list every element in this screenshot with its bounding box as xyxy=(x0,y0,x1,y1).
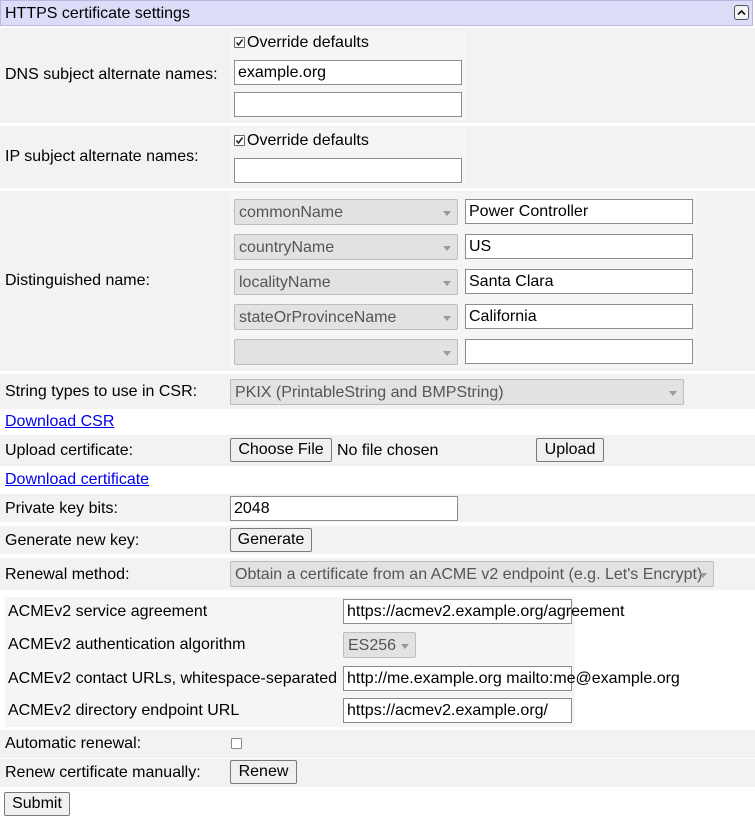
dn-attribute-select[interactable] xyxy=(234,269,458,295)
choose-file-button[interactable]: Choose File xyxy=(230,438,332,462)
dns-override-checkbox[interactable] xyxy=(234,37,245,48)
dn-value-field[interactable]: Santa Clara xyxy=(465,269,693,294)
acme-agreement-label: ACMEv2 service agreement xyxy=(8,603,208,620)
dn-value-field[interactable]: California xyxy=(465,304,693,329)
ip-override-label: Override defaults xyxy=(247,132,369,149)
dn-value-field[interactable]: Power Controller xyxy=(465,199,693,224)
key-bits-label: Private key bits: xyxy=(5,500,118,517)
download-csr-link[interactable]: Download CSR xyxy=(5,413,115,430)
dropdown-arrow-icon xyxy=(699,573,707,578)
dn-attribute-select[interactable] xyxy=(234,304,458,330)
generate-button[interactable]: Generate xyxy=(230,528,312,552)
acme-agreement-field[interactable]: https://acmev2.example.org/agreement xyxy=(343,599,572,624)
dropdown-arrow-icon xyxy=(443,351,451,356)
upload-label: Upload certificate: xyxy=(5,442,134,459)
upload-button[interactable]: Upload xyxy=(536,438,604,462)
ip-entry-field[interactable] xyxy=(234,158,462,183)
dn-value-field[interactable]: US xyxy=(465,234,693,259)
dropdown-arrow-icon xyxy=(443,316,451,321)
auto-renewal-checkbox[interactable] xyxy=(231,738,242,749)
string-types-select[interactable] xyxy=(230,379,684,405)
dropdown-arrow-icon xyxy=(443,246,451,251)
dn-value-field[interactable] xyxy=(465,339,693,364)
key-bits-field[interactable]: 2048 xyxy=(230,496,458,521)
generate-label: Generate new key: xyxy=(5,532,140,549)
dn-label: Distinguished name: xyxy=(5,272,150,289)
auto-renewal-label: Automatic renewal: xyxy=(5,735,142,752)
renewal-method-select[interactable] xyxy=(230,561,714,587)
dns-label: DNS subject alternate names: xyxy=(5,66,218,83)
renewal-label: Renewal method: xyxy=(5,566,130,583)
dn-attribute-select[interactable] xyxy=(234,234,458,260)
dropdown-arrow-icon xyxy=(443,281,451,286)
dn-attribute-select[interactable] xyxy=(234,199,458,225)
dn-attribute-value: countryName xyxy=(239,239,335,256)
dns-entry-field[interactable] xyxy=(234,92,462,117)
dropdown-arrow-icon xyxy=(401,644,409,649)
ip-override-checkbox[interactable] xyxy=(234,135,245,146)
chevron-up-icon[interactable] xyxy=(734,5,749,20)
renew-label: Renew certificate manually: xyxy=(5,764,201,781)
dns-override-label: Override defaults xyxy=(247,34,369,51)
acme-directory-field[interactable]: https://acmev2.example.org/ xyxy=(343,698,572,723)
dn-attribute-value: stateOrProvinceName xyxy=(239,309,397,326)
section-title: HTTPS certificate settings xyxy=(5,5,190,22)
download-certificate-link[interactable]: Download certificate xyxy=(5,471,150,488)
dns-entry-field[interactable]: example.org xyxy=(234,60,462,85)
ip-label: IP subject alternate names: xyxy=(5,148,199,165)
string-types-label: String types to use in CSR: xyxy=(5,383,198,400)
string-types-value: PKIX (PrintableString and BMPString) xyxy=(235,384,504,401)
acme-contact-label: ACMEv2 contact URLs, whitespace-separated xyxy=(8,670,338,687)
submit-button[interactable]: Submit xyxy=(4,792,70,816)
file-status-text: No file chosen xyxy=(337,442,439,459)
acme-contact-field[interactable]: http://me.example.org mailto:me@example.org xyxy=(343,666,572,691)
dn-attribute-value: localityName xyxy=(239,274,331,291)
dn-attribute-select[interactable] xyxy=(234,339,458,365)
dropdown-arrow-icon xyxy=(669,391,677,396)
dropdown-arrow-icon xyxy=(443,211,451,216)
renew-button[interactable]: Renew xyxy=(230,760,297,784)
section-header xyxy=(0,0,753,26)
renewal-method-value: Obtain a certificate from an ACME v2 endpoint (e.g. Let's Encrypt) xyxy=(235,566,703,583)
dn-attribute-value: commonName xyxy=(239,204,344,221)
acme-directory-label: ACMEv2 directory endpoint URL xyxy=(8,702,240,719)
acme-algorithm-value: ES256 xyxy=(348,637,397,654)
acme-algorithm-select[interactable] xyxy=(343,632,416,658)
acme-algorithm-label: ACMEv2 authentication algorithm xyxy=(8,636,246,653)
